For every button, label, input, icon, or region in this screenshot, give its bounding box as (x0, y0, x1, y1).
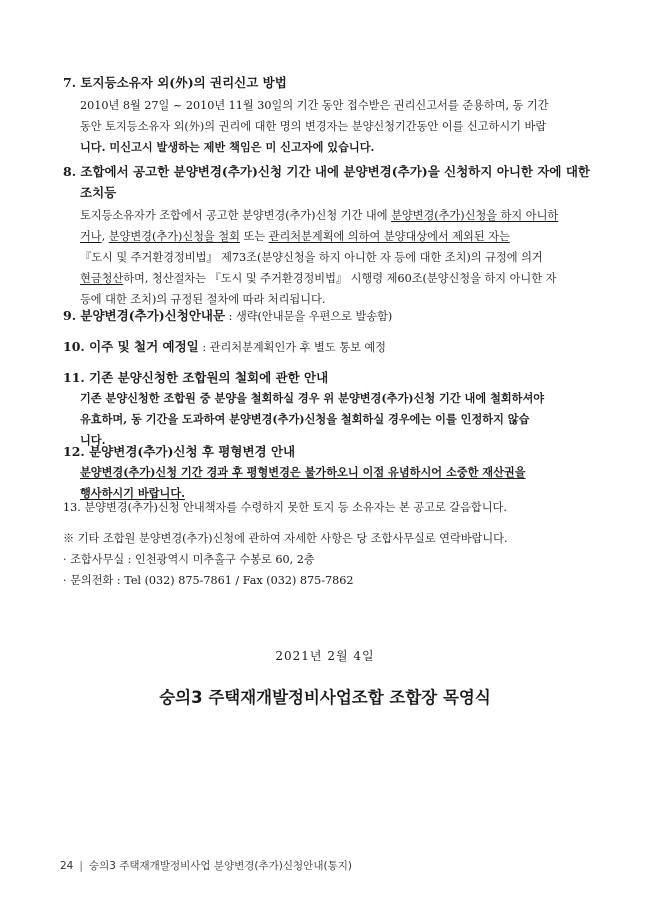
section-8 (63, 163, 603, 310)
section-8-line-3: 『도시 및 주거환경정비법』 제73조(분양신청을 하지 아니한 자 등에 대한 조치)의 규정에 의거 (80, 251, 543, 264)
section-11-body (80, 388, 603, 451)
section-7-line-2: 동안 토지등소유자 외(外)의 권리에 대한 명의 변경자는 분양신청기간동안 이를 신고하시기 바랍 (80, 120, 547, 133)
section-10-heading: 10. 이주 및 철거 예정일 (63, 339, 199, 354)
section-8-line-4 (80, 268, 603, 289)
section-10-line (63, 338, 603, 357)
contact-notes (63, 528, 603, 591)
text-span: 또는 (239, 230, 269, 243)
section-12-body (80, 462, 603, 504)
section-9-heading: 9. 분양변경(추가)신청안내문 (63, 308, 226, 323)
section-12-line-1: 분양변경(추가)신청 기간 경과 후 평형변경은 불가하오니 이점 유념하시어 소중한 재산권을 (80, 465, 526, 479)
section-12-heading: 12. 분양변경(추가)신청 후 평형변경 안내 (63, 444, 296, 459)
footer-title: 숭의3 주택재개발정비사업 분양변경(추가)신청안내(통지) (88, 860, 352, 872)
underlined-text: 분양변경(추가)신청을 하지 아니하 (391, 209, 559, 222)
text-span: 토지등소유자가 조합에서 공고한 분양변경(추가)신청 기간 내에 (80, 209, 392, 222)
page-number: 24 (60, 860, 74, 872)
footer-separator: | (79, 860, 83, 872)
section-8-body (80, 205, 603, 310)
section-8-line-5: 등에 대한 조치)의 규정된 절차에 따라 처리됩니다. (80, 293, 326, 306)
section-10 (63, 338, 603, 357)
text-span: , (101, 230, 109, 243)
section-9 (63, 307, 603, 326)
section-9-text: : 생략(안내문을 우편으로 발송함) (225, 310, 393, 323)
section-9-line (63, 307, 603, 326)
section-13-text: 13. 분양변경(추가)신청 안내책자를 수령하지 못한 토지 등 소유자는 본 공고로 갈음합니다. (63, 501, 507, 514)
text-span: 하며, 청산절차는 『도시 및 주거환경정비법』 시행령 제60조(분양신청을 하지 아니한 자 (123, 272, 557, 285)
section-7-line-3: 니다. 미신고시 발생하는 제반 책임은 미 신고자에 있습니다. (80, 140, 375, 154)
underlined-text: 현금청산 (80, 272, 124, 285)
section-11-heading: 11. 기존 분양신청한 조합원의 철회에 관한 안내 (63, 370, 329, 385)
section-8-line-1 (80, 205, 603, 226)
signature-line: 숭의3 주택재개발정비사업조합 조합장 목영식 (159, 688, 491, 707)
underlined-text: 관리처분계획에 의하여 분양대상에서 제외된 자는 (268, 230, 510, 243)
section-7 (63, 74, 603, 158)
note-line: ※ 기타 조합원 분양변경(추가)신청에 관하여 자세한 사항은 당 조합사무실로 연락바랍니다. (63, 532, 508, 545)
section-8-heading-cont: 조치등 (80, 185, 117, 200)
section-8-heading: 8. 조합에서 공고한 분양변경(추가)신청 기간 내에 분양변경(추가)을 신청하지 아니한 자에 대한 (63, 164, 591, 179)
page-footer (60, 858, 352, 873)
section-7-heading: 7. 토지등소유자 외(外)의 권리신고 방법 (63, 75, 287, 90)
section-11-line-1: 기존 분양신청한 조합원 중 분양을 철회하실 경우 위 분양변경(추가)신청 기간 내에 철회하셔야 (80, 391, 545, 405)
section-13 (63, 499, 603, 517)
office-address: · 조합사무실 : 인천광역시 미추홀구 수봉로 60, 2층 (63, 553, 315, 566)
contact-phone: · 문의전화 : Tel (032) 875-7861 / Fax (032) 875-7862 (63, 574, 354, 587)
section-11-line-2: 유효하며, 동 기간을 도과하여 분양변경(추가)신청을 철회하실 경우에는 이를 인정하지 않습 (80, 412, 530, 426)
section-7-line-1: 2010년 8월 27일 ~ 2010년 11월 30일의 기간 동안 접수받은 권리신고서를 준용하며, 동 기간 (80, 99, 549, 112)
section-8-line-2 (80, 226, 603, 247)
notice-date: 2021년 2월 4일 (275, 649, 375, 663)
underlined-text: 거나 (80, 230, 102, 243)
section-12 (63, 443, 603, 504)
section-11 (63, 369, 603, 451)
section-12-line-2: 행사하시기 바랍니다. (80, 486, 186, 500)
section-7-body (80, 95, 603, 158)
section-10-text: : 관리처분계획인가 후 별도 통보 예정 (198, 341, 386, 354)
section-11-line-3: 니다. (80, 433, 106, 447)
underlined-text: 분양변경(추가)신청을 철회 (108, 230, 240, 243)
